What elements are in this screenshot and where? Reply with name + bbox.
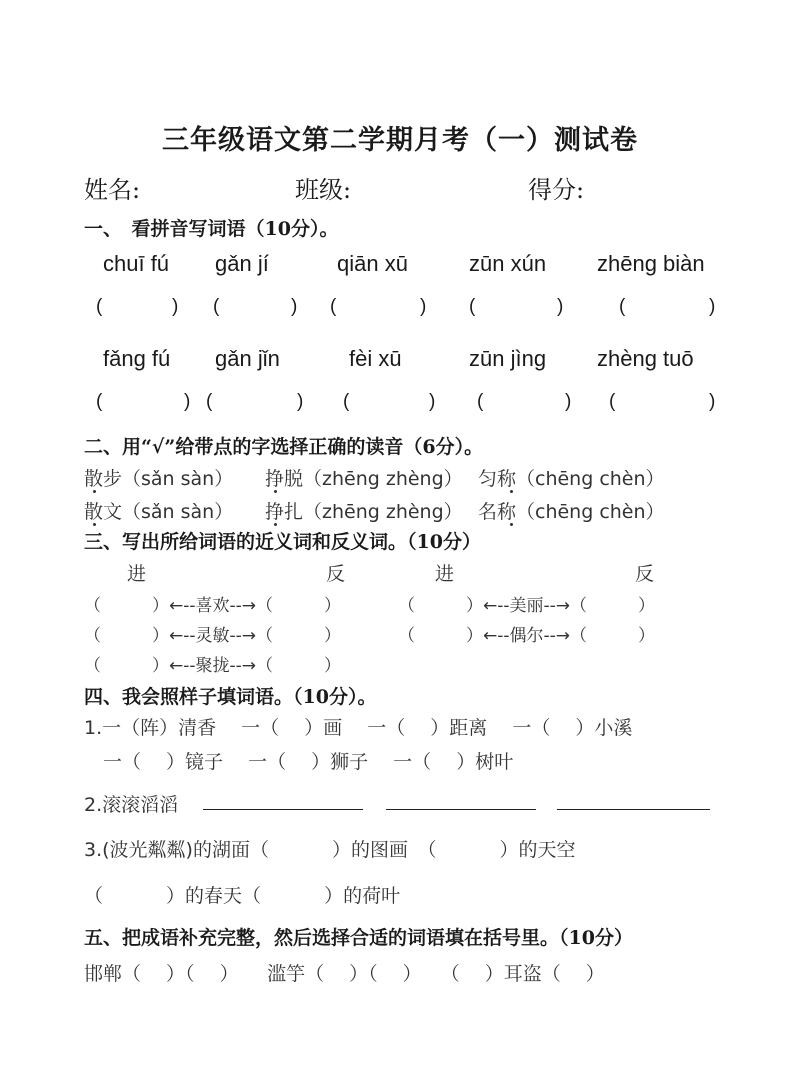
- answer-bracket-close: ): [297, 391, 304, 412]
- answer-blank[interactable]: [203, 809, 363, 810]
- answer-bracket-open[interactable]: (: [330, 296, 337, 317]
- measure-word-line: 一（ ）镜子 一（ ）狮子 一（ ）树叶: [84, 751, 514, 773]
- answer-bracket-open[interactable]: (: [609, 391, 616, 412]
- section4-heading: 四、我会照样子填词语。（10分）。: [84, 686, 377, 708]
- page-title: 三年级语文第二学期月考（一）测试卷: [162, 125, 638, 156]
- answer-blank[interactable]: [557, 809, 710, 810]
- word-pair-item: （ ）←--灵敏--→（ ）: [84, 626, 342, 646]
- pinyin-item: qiān xū: [337, 251, 408, 276]
- answer-bracket-close: ): [429, 391, 436, 412]
- section5-heading: 五、把成语补充完整，然后选择合适的词语填在括号里。（10分）: [84, 927, 633, 949]
- idiom-line: 邯郸（ ）（ ） 滥竽（ ）（ ） （ ）耳盗（ ）: [84, 963, 605, 985]
- pronunciation-item: 匀称（chēng chèn）: [478, 468, 665, 490]
- answer-bracket-close: ): [184, 391, 191, 412]
- emphasis-dot: [510, 523, 513, 526]
- emphasis-dot: [274, 490, 277, 493]
- emphasis-dot: [274, 523, 277, 526]
- answer-bracket-open[interactable]: (: [96, 391, 103, 412]
- answer-bracket-open[interactable]: (: [206, 391, 213, 412]
- pronunciation-item: 散步（sǎn sàn）: [84, 468, 234, 490]
- answer-bracket-close: ): [565, 391, 572, 412]
- answer-bracket-close: ): [420, 296, 427, 317]
- answer-bracket-open[interactable]: (: [343, 391, 350, 412]
- antonym-column-label: 反: [326, 563, 346, 585]
- answer-bracket-open[interactable]: (: [213, 296, 220, 317]
- measure-word-line: 1.一（阵）清香 一（ ）画 一（ ）距离 一（ ）小溪: [84, 717, 633, 739]
- word-pair-item: （ ）←--美丽--→（ ）: [398, 596, 656, 616]
- pronunciation-item: 挣扎（zhēng zhèng）: [265, 501, 463, 523]
- section2-heading: 二、用“√”给带点的字选择正确的读音（6分）。: [84, 436, 484, 458]
- answer-bracket-close: ): [709, 296, 716, 317]
- synonym-column-label: 进: [435, 563, 455, 585]
- pronunciation-item: 散文（sǎn sàn）: [84, 501, 234, 523]
- pronunciation-item: 名称（chēng chèn）: [478, 501, 665, 523]
- pinyin-item: chuī fú: [103, 251, 170, 276]
- pinyin-item: fèi xū: [349, 346, 402, 371]
- pronunciation-item: 挣脱（zhēng zhèng）: [265, 468, 463, 490]
- synonym-column-label: 进: [127, 563, 147, 585]
- answer-bracket-close: ): [709, 391, 716, 412]
- answer-bracket-open[interactable]: (: [96, 296, 103, 317]
- pinyin-item: zūn xún: [469, 251, 547, 276]
- score-field: 得分:: [528, 176, 585, 204]
- section3-heading: 三、写出所给词语的近义词和反义词。（10分）: [84, 531, 481, 553]
- word-pair-item: （ ）←--偶尔--→（ ）: [398, 626, 656, 646]
- emphasis-dot: [510, 490, 513, 493]
- answer-blank[interactable]: [386, 809, 536, 810]
- modifier-line: 3.(波光粼粼)的湖面（ ）的图画 （ ）的天空: [84, 839, 576, 861]
- emphasis-dot: [93, 523, 96, 526]
- pinyin-item: fǎng fú: [103, 346, 171, 371]
- name-field: 姓名:: [84, 176, 141, 204]
- emphasis-dot: [93, 490, 96, 493]
- answer-bracket-open[interactable]: (: [477, 391, 484, 412]
- answer-bracket-close: ): [291, 296, 298, 317]
- class-field: 班级:: [295, 176, 352, 204]
- modifier-line: （ ）的春天（ ）的荷叶: [84, 885, 401, 907]
- pinyin-item: zūn jìng: [469, 346, 547, 371]
- word-pattern-label: 2.滚滚滔滔: [84, 794, 179, 816]
- answer-bracket-open[interactable]: (: [619, 296, 626, 317]
- section1-heading: 一、 看拼音写词语（10分）。: [84, 218, 339, 240]
- pinyin-item: gǎn jǐn: [215, 346, 280, 371]
- word-pair-item: （ ）←--聚拢--→（ ）: [84, 656, 342, 676]
- answer-bracket-close: ): [557, 296, 564, 317]
- pinyin-item: zhèng tuō: [597, 346, 694, 371]
- pinyin-item: gǎn jí: [215, 251, 269, 276]
- pinyin-item: zhēng biàn: [597, 251, 705, 276]
- antonym-column-label: 反: [635, 563, 655, 585]
- word-pair-item: （ ）←--喜欢--→（ ）: [84, 596, 342, 616]
- answer-bracket-open[interactable]: (: [469, 296, 476, 317]
- answer-bracket-close: ): [172, 296, 179, 317]
